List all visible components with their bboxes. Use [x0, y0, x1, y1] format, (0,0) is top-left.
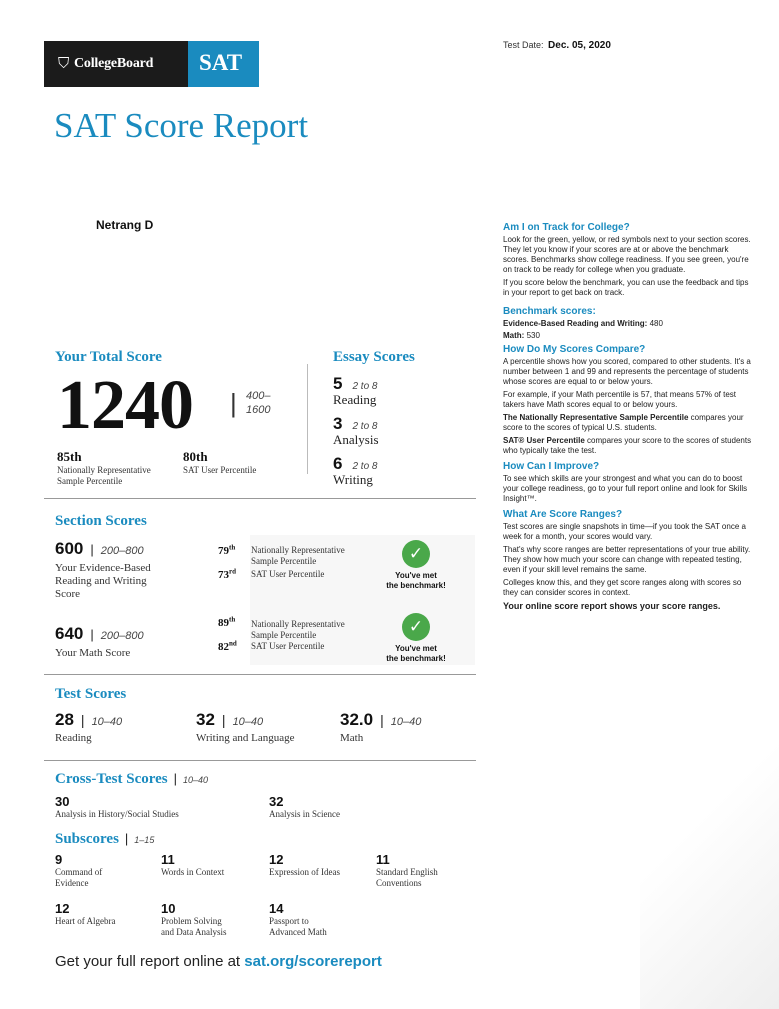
essay-heading: Essay Scores: [333, 349, 415, 365]
section-scores-heading: Section Scores: [55, 513, 147, 529]
track-p2: If you score below the benchmark, you can use the feedback and tips in your report to get back on track.: [503, 278, 749, 297]
erw-user-percentile: 73rd: [218, 567, 236, 581]
compare-heading: How Do My Scores Compare?: [503, 344, 646, 355]
subscore-expression-of-ideas: 12 Expression of Ideas: [269, 852, 340, 877]
compare-p2: For example, if your Math percentile is 57, that means 57% of test takers have Math scores equal to or below yours.: [503, 390, 736, 409]
math-nat-percentile: 89th: [218, 615, 236, 629]
subscore-standard-english: 11 Standard English Conventions: [376, 852, 438, 888]
subscores-heading: Subscores | 1–15: [55, 831, 155, 847]
subscore-problem-solving: 10 Problem Solving and Data Analysis: [161, 901, 227, 937]
ranges-heading: What Are Score Ranges?: [503, 509, 623, 520]
subscore-command-of-evidence: 9 Command of Evidence: [55, 852, 103, 888]
total-user-percentile: 80th SAT User Percentile: [183, 449, 257, 475]
student-name: Netrang D: [96, 218, 154, 232]
divider-1: [44, 498, 476, 499]
erw-benchmark-check-icon: ✓: [402, 540, 430, 568]
cross-test-history: 30 Analysis in History/Social Studies: [55, 794, 179, 819]
test-score-writing: 32 | 10–40 Writing and Language: [196, 710, 295, 744]
test-scores-heading: Test Scores: [55, 686, 127, 702]
subscore-passport-advanced-math: 14 Passport to Advanced Math: [269, 901, 327, 937]
benchmark-math: Math: 530: [503, 331, 540, 340]
total-nat-percentile: 85th Nationally Representative Sample Percentile: [57, 449, 151, 486]
page-title: SAT Score Report: [54, 106, 309, 145]
track-p1: Look for the green, yellow, or red symbols next to your section scores. They let you know if your scores are at or above the benchmark scores. Benchmarks show college readiness. If you see green, you're on track to be ready for college when you graduate.: [503, 235, 751, 274]
compare-p4: SAT® User Percentile compares your score to the scores of students who typically take the test.: [503, 436, 752, 455]
ranges-p4: Your online score report shows your score ranges.: [503, 601, 721, 611]
improve-heading: How Can I Improve?: [503, 461, 600, 472]
ranges-p1: Test scores are single snapshots in time—if you took the SAT once a week for a month, your scores would vary.: [503, 522, 746, 541]
info-sidebar: [503, 222, 753, 614]
subscore-heart-of-algebra: 12 Heart of Algebra: [55, 901, 116, 926]
erw-nat-label: Nationally Representative Sample Percentile: [251, 545, 345, 566]
compare-p1: A percentile shows how you scored, compared to other students. It's a number between 1 and 99 and represents the percentage of students whose scores are equal to or below yours.: [503, 357, 751, 386]
divider-2: [44, 674, 476, 675]
total-score-value: 1240: [57, 367, 193, 444]
test-date: Test Date: Dec. 05, 2020: [503, 40, 611, 51]
benchmark-erw: Evidence-Based Reading and Writing: 480: [503, 319, 663, 328]
erw-benchmark-text: You've met the benchmark!: [386, 571, 446, 590]
math-benchmark-text: You've met the benchmark!: [386, 644, 446, 663]
math-nat-label: Nationally Representative Sample Percentile: [251, 619, 345, 640]
collegeboard-logo: ⛉ CollegeBoard: [44, 41, 188, 87]
total-essay-divider: [307, 364, 308, 474]
total-score-range: 400– 1600: [246, 390, 271, 416]
essay-reading: 5 2 to 8 Reading: [333, 374, 378, 407]
section-math: 640 | 200–800 Your Math Score: [55, 624, 144, 659]
improve-p1: To see which skills are your strongest and what you can do to boost your college readiness, go to your full report online and look for Skills Insight™.: [503, 474, 748, 503]
acorn-icon: ⛉: [58, 54, 70, 72]
math-user-percentile: 82nd: [218, 639, 237, 653]
math-benchmark-check-icon: ✓: [402, 613, 430, 641]
benchmark-heading: Benchmark scores:: [503, 306, 596, 317]
erw-user-label: SAT User Percentile: [251, 569, 325, 579]
track-heading: Am I on Track for College?: [503, 222, 630, 233]
test-score-math: 32.0 | 10–40 Math: [340, 710, 422, 744]
math-user-label: SAT User Percentile: [251, 641, 325, 651]
footer-cta: Get your full report online at sat.org/scorereport: [55, 953, 382, 970]
total-score-heading: Your Total Score: [55, 349, 162, 365]
test-score-reading: 28 | 10–40 Reading: [55, 710, 123, 744]
cross-test-science: 32 Analysis in Science: [269, 794, 340, 819]
section-erw: 600 | 200–800 Your Evidence-Based Reading and Writing Score: [55, 539, 151, 600]
compare-p3: The Nationally Representative Sample Percentile compares your score to the scores of typical U.S. students.: [503, 413, 744, 432]
divider-3: [44, 760, 476, 761]
total-score-divider: |: [230, 388, 237, 418]
ranges-p3: Colleges know this, and they get score ranges along with scores so they can consider scores in context.: [503, 578, 742, 597]
cross-test-heading: Cross-Test Scores | 10–40: [55, 771, 209, 787]
ranges-p2: That's why score ranges are better representations of your true ability. They show how much your score can change with repeated testing, even if your skill level remains the same.: [503, 545, 751, 574]
subscore-words-in-context: 11 Words in Context: [161, 852, 225, 877]
sat-logo: SAT: [188, 41, 259, 87]
page-corner-shadow: [640, 700, 779, 1009]
erw-nat-percentile: 79th: [218, 543, 236, 557]
essay-writing: 6 2 to 8 Writing: [333, 454, 378, 487]
score-report-link[interactable]: sat.org/scorereport: [244, 953, 382, 970]
essay-analysis: 3 2 to 8 Analysis: [333, 414, 379, 447]
